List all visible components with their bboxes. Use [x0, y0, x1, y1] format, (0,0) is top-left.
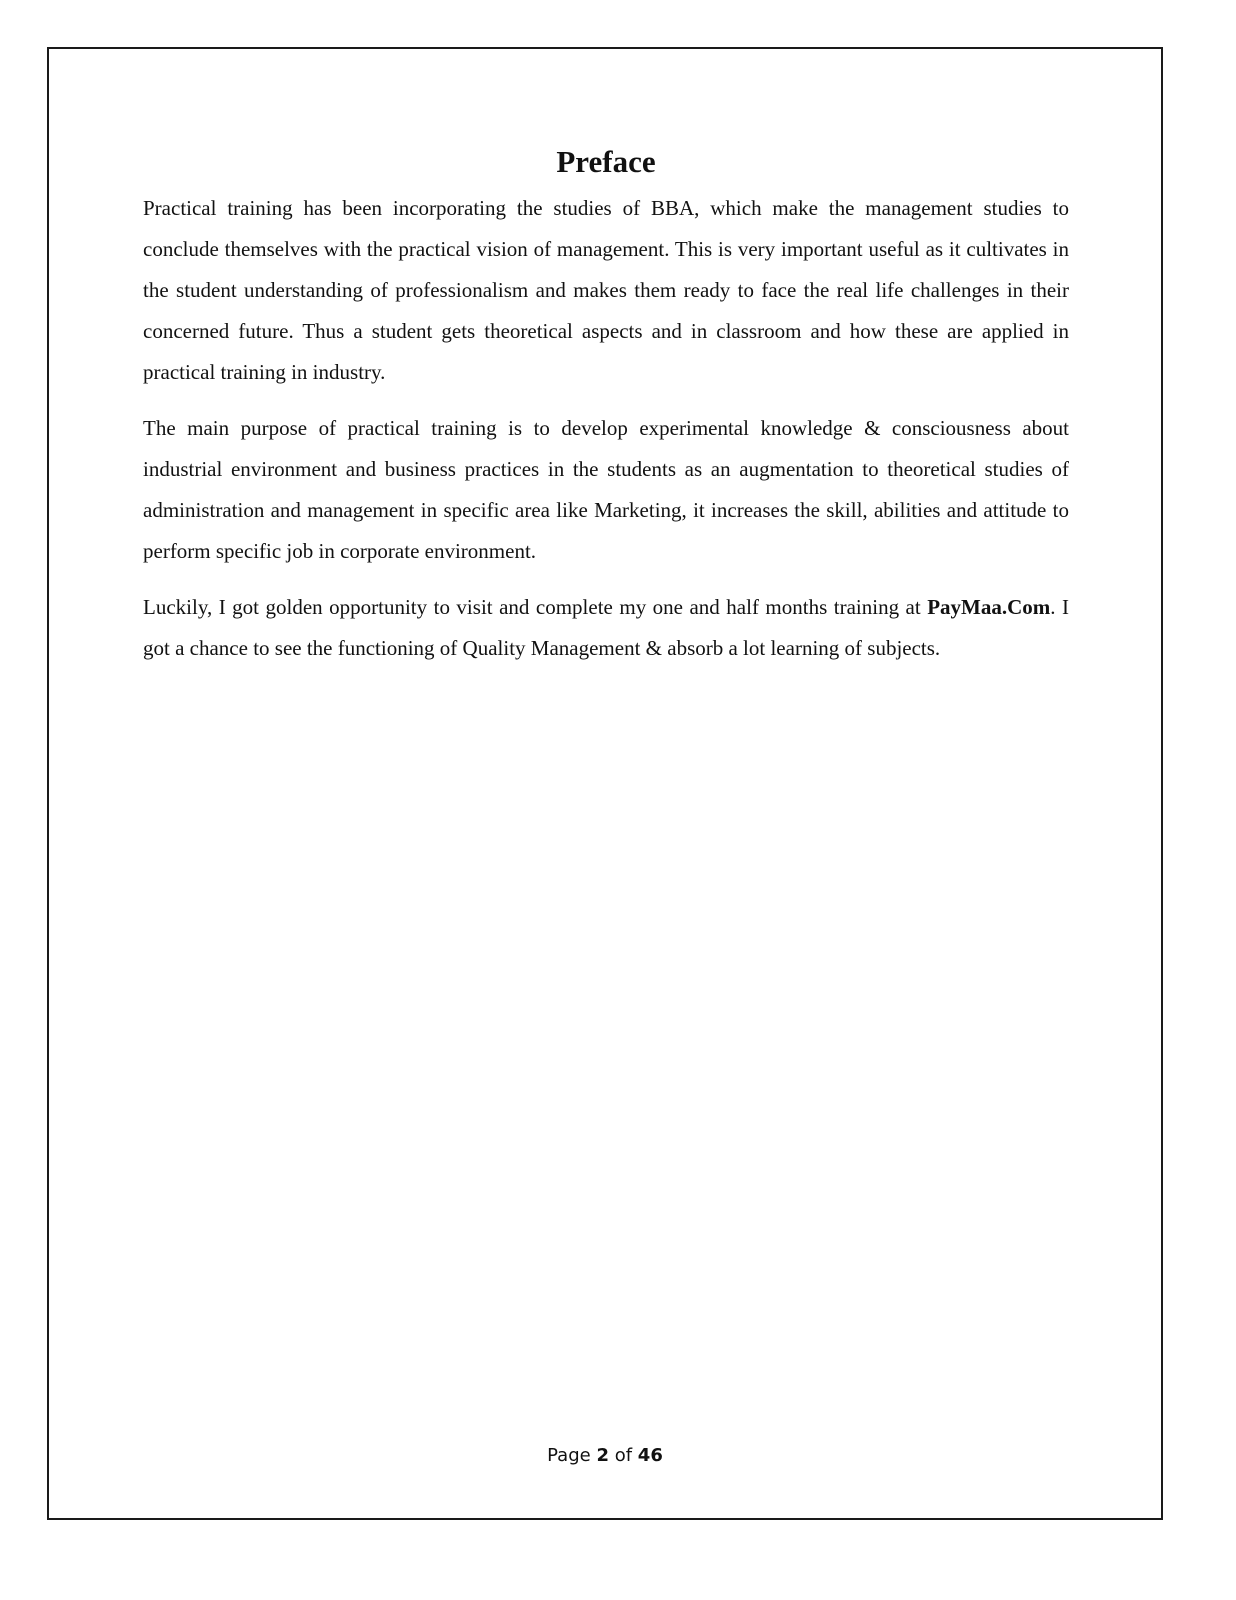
paragraph-1: Practical training has been incorporating the studies of BBA, which make the management studies to conclude themselves with the practical vision of management. This is very important useful as it cultivates in the student understanding of professionalism and makes them ready to face the real life challenges in their concerned future. Thus a student gets theoretical aspects and in classroom and how these are applied in practical training in industry.	[143, 196, 1069, 384]
paragraph-3	[143, 587, 1069, 669]
page-footer	[0, 1444, 1210, 1468]
page-number-prefix: Page	[547, 1445, 591, 1466]
page-title: Preface	[556, 144, 656, 179]
page-number-separator: of	[614, 1445, 633, 1466]
document-body	[143, 140, 1069, 684]
company-name: PayMaa.Com	[927, 595, 1051, 619]
paragraph-3-text-after: . I got a chance to see the functioning of Quality Management & absorb a lot learning of subjects.	[143, 595, 1069, 660]
current-page-number: 2	[596, 1445, 609, 1466]
paragraph-2: The main purpose of practical training is to develop experimental knowledge & consciousness about industrial environment and business practices in the students as an augmentation to theoretical studies of administration and management in specific area like Marketing, it increases the skill, abilities and attitude to perform specific job in corporate environment.	[143, 416, 1069, 563]
paragraph-3-text-before: Luckily, I got golden opportunity to visit and complete my one and half months training at	[143, 595, 928, 619]
total-pages-number: 46	[637, 1445, 663, 1466]
